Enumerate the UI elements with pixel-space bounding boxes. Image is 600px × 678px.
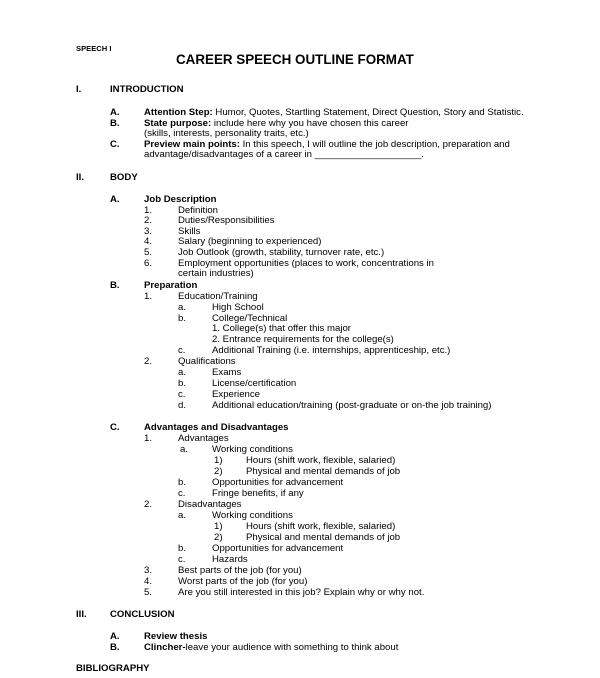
section-heading-body: BODY: [110, 172, 138, 183]
list-number: 3.: [144, 226, 153, 237]
list-number: 1.: [144, 205, 153, 216]
section-heading-introduction: INTRODUCTION: [110, 84, 184, 95]
body-letter-b: B.: [110, 280, 120, 291]
conclusion-item-review-thesis: Review thesis: [144, 631, 208, 642]
speech-label: SPEECH I: [76, 44, 112, 53]
list-item: Duties/Responsibilities: [178, 215, 275, 226]
list-letter: c.: [178, 389, 186, 400]
list-item: Are you still interested in this job? Explain why or why not.: [178, 587, 425, 598]
list-item: Hazards: [212, 554, 248, 565]
list-letter: a.: [178, 367, 187, 378]
intro-letter-c: C.: [110, 139, 120, 150]
list-item: Advantages: [178, 433, 229, 444]
list-subnumber: 2): [214, 532, 223, 543]
section-numeral-i: I.: [76, 84, 82, 95]
list-item: Definition: [178, 205, 218, 216]
intro-item-attention-step: [144, 107, 524, 118]
list-number: 2.: [144, 499, 153, 510]
list-item: Employment opportunities (places to work, concentrations in: [178, 258, 434, 269]
list-letter: a.: [178, 510, 187, 521]
text: Humor, Quotes, Startling Statement, Direct Question, Story and Statistic.: [215, 107, 524, 118]
intro-item-preview-cont: advantage/disadvantages of a career in ____________________.: [144, 149, 425, 160]
body-letter-a: A.: [110, 194, 120, 205]
intro-item-state-purpose-cont: (skills, interests, personality traits, etc.): [144, 128, 309, 139]
list-item: Additional education/training (post-graduate or on-the job training): [212, 400, 492, 411]
body-title-job-description: Job Description: [144, 194, 217, 205]
list-number: 3.: [144, 565, 153, 576]
list-item: Job Outlook (growth, stability, turnover rate, etc.): [178, 247, 385, 258]
list-number: 2.: [144, 215, 153, 226]
list-item: Experience: [212, 389, 260, 400]
list-subitem: Hours (shift work, flexible, salaried): [246, 455, 396, 466]
list-item: Worst parts of the job (for you): [178, 576, 308, 587]
term: Preview main points:: [144, 139, 240, 150]
list-letter: d.: [178, 400, 187, 411]
list-item: Working conditions: [212, 510, 293, 521]
section-heading-conclusion: CONCLUSION: [110, 609, 175, 620]
list-subitem: Physical and mental demands of job: [246, 532, 401, 543]
bibliography-heading: BIBLIOGRAPHY: [76, 663, 150, 674]
page-title: CAREER SPEECH OUTLINE FORMAT: [176, 52, 414, 67]
body-title-advantages: Advantages and Disadvantages: [144, 422, 289, 433]
body-title-preparation: Preparation: [144, 280, 198, 291]
section-numeral-iii: III.: [76, 609, 87, 620]
list-subitem: 1. College(s) that offer this major: [212, 323, 351, 334]
list-letter: b.: [178, 313, 187, 324]
list-item: College/Technical: [212, 313, 288, 324]
list-letter: a.: [178, 302, 187, 313]
list-subnumber: 2): [214, 466, 223, 477]
list-item: License/certification: [212, 378, 297, 389]
list-subnumber: 1): [214, 521, 223, 532]
list-item: Qualifications: [178, 356, 236, 367]
list-item: Salary (beginning to experienced): [178, 236, 322, 247]
list-letter: c.: [178, 488, 186, 499]
list-item: Disadvantages: [178, 499, 242, 510]
list-number: 1.: [144, 291, 153, 302]
list-number: 2.: [144, 356, 153, 367]
list-subnumber: 1): [214, 455, 223, 466]
conclusion-letter-a: A.: [110, 631, 120, 642]
list-item: Best parts of the job (for you): [178, 565, 302, 576]
intro-letter-b: B.: [110, 118, 120, 129]
text: include here why you have chosen this career: [213, 118, 409, 129]
list-letter: b.: [178, 378, 187, 389]
list-item: Fringe benefits, if any: [212, 488, 304, 499]
list-letter: b.: [178, 543, 187, 554]
conclusion-letter-b: B.: [110, 642, 120, 653]
list-item: Working conditions: [212, 444, 293, 455]
list-subitem: Hours (shift work, flexible, salaried): [246, 521, 396, 532]
body-letter-c: C.: [110, 422, 120, 433]
list-number: 5.: [144, 587, 153, 598]
list-number: 1.: [144, 433, 153, 444]
list-item: Opportunities for advancement: [212, 477, 344, 488]
list-item: Exams: [212, 367, 242, 378]
conclusion-item-clincher: [144, 642, 398, 653]
term: State purpose:: [144, 118, 212, 129]
term: Clincher-: [144, 642, 186, 653]
list-subitem: 2. Entrance requirements for the college(s): [212, 334, 394, 345]
list-number: 4.: [144, 576, 153, 587]
section-numeral-ii: II.: [76, 172, 84, 183]
term: Attention Step:: [144, 107, 213, 118]
list-subitem: Physical and mental demands of job: [246, 466, 401, 477]
list-letter: a.: [180, 444, 189, 455]
text: leave your audience with something to think about: [185, 642, 399, 653]
list-item: Additional Training (i.e. internships, apprenticeship, etc.): [212, 345, 451, 356]
list-letter: b.: [178, 477, 187, 488]
list-item: Skills: [178, 226, 201, 237]
list-item-cont: certain industries): [178, 268, 254, 279]
list-item: Education/Training: [178, 291, 258, 302]
list-letter: c.: [178, 345, 186, 356]
list-number: 4.: [144, 236, 153, 247]
intro-letter-a: A.: [110, 107, 120, 118]
list-letter: c.: [178, 554, 186, 565]
list-item: Opportunities for advancement: [212, 543, 344, 554]
text: In this speech, I will outline the job description, preparation and: [242, 139, 510, 150]
list-item: High School: [212, 302, 264, 313]
list-number: 5.: [144, 247, 153, 258]
list-number: 6.: [144, 258, 153, 269]
